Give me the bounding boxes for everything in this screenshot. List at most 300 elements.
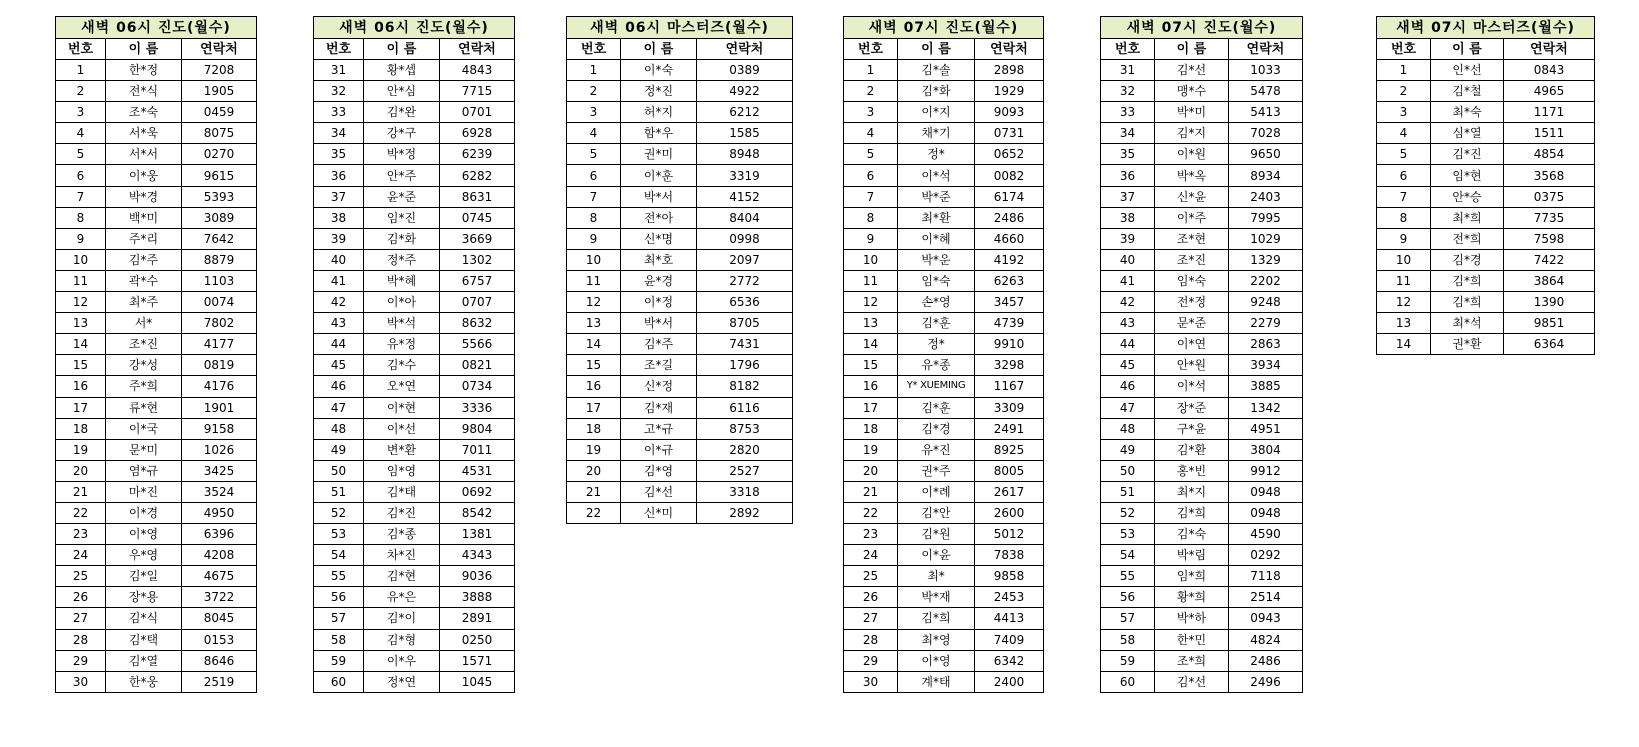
header-name: 이 름 — [106, 39, 182, 60]
cell-number: 8 — [1377, 207, 1431, 228]
cell-contact: 3888 — [440, 587, 515, 608]
cell-number: 47 — [1101, 397, 1155, 418]
table-row — [567, 376, 793, 397]
cell-number: 45 — [1101, 355, 1155, 376]
cell-contact: 4951 — [1229, 418, 1303, 439]
table-row — [56, 566, 257, 587]
table-row — [314, 270, 515, 291]
cell-contact: 3457 — [975, 292, 1044, 313]
table-row — [844, 292, 1044, 313]
cell-name: 전*희 — [1431, 228, 1504, 249]
cell-contact: 4922 — [697, 81, 793, 102]
cell-name: 안*주 — [364, 165, 440, 186]
cell-number: 52 — [1101, 502, 1155, 523]
cell-name: 이*선 — [364, 418, 440, 439]
table-row — [56, 207, 257, 228]
cell-name: 최*환 — [898, 207, 975, 228]
cell-name: 이*영 — [106, 524, 182, 545]
cell-number: 54 — [1101, 545, 1155, 566]
cell-name: 김*택 — [106, 629, 182, 650]
cell-number: 46 — [314, 376, 364, 397]
cell-name: 김*화 — [364, 228, 440, 249]
cell-number: 4 — [1377, 123, 1431, 144]
cell-name: 구*윤 — [1155, 418, 1229, 439]
cell-number: 31 — [1101, 60, 1155, 81]
cell-name: 권*주 — [898, 460, 975, 481]
cell-number: 19 — [567, 439, 621, 460]
cell-name: 맹*수 — [1155, 81, 1229, 102]
table-row — [844, 60, 1044, 81]
cell-contact: 0652 — [975, 144, 1044, 165]
cell-name: 최* — [898, 566, 975, 587]
cell-number: 1 — [56, 60, 106, 81]
table-row — [567, 144, 793, 165]
cell-number: 30 — [844, 671, 898, 692]
cell-name: 김*이 — [364, 608, 440, 629]
cell-number: 10 — [844, 249, 898, 270]
table-row — [1101, 418, 1303, 439]
table-row — [314, 334, 515, 355]
cell-contact: 7011 — [440, 439, 515, 460]
cell-contact: 4176 — [182, 376, 257, 397]
cell-name: 신*윤 — [1155, 186, 1229, 207]
cell-name: 김*숙 — [1155, 524, 1229, 545]
cell-contact: 7409 — [975, 629, 1044, 650]
table-row — [56, 629, 257, 650]
table-row — [1101, 524, 1303, 545]
cell-number: 1 — [844, 60, 898, 81]
cell-name: 김*진 — [364, 502, 440, 523]
cell-number: 11 — [1377, 270, 1431, 291]
cell-name: 이*규 — [621, 439, 697, 460]
table-row — [56, 123, 257, 144]
cell-number: 12 — [1377, 292, 1431, 313]
cell-contact: 3309 — [975, 397, 1044, 418]
header-number: 번호 — [1101, 39, 1155, 60]
cell-contact: 8075 — [182, 123, 257, 144]
cell-number: 56 — [1101, 587, 1155, 608]
table-row — [1101, 650, 1303, 671]
cell-number: 11 — [844, 270, 898, 291]
cell-number: 11 — [567, 270, 621, 291]
header-contact: 연락처 — [1229, 39, 1303, 60]
cell-number: 8 — [567, 207, 621, 228]
table-row — [844, 629, 1044, 650]
cell-contact: 0692 — [440, 481, 515, 502]
cell-name: 박*석 — [364, 313, 440, 334]
cell-number: 59 — [1101, 650, 1155, 671]
table-row — [314, 249, 515, 270]
cell-name: 김*주 — [621, 334, 697, 355]
cell-contact: 0459 — [182, 102, 257, 123]
table-row — [844, 270, 1044, 291]
cell-contact: 5012 — [975, 524, 1044, 545]
table-row — [56, 587, 257, 608]
cell-name: 최*숙 — [1431, 102, 1504, 123]
cell-name: 홍*빈 — [1155, 460, 1229, 481]
cell-contact: 6536 — [697, 292, 793, 313]
cell-number: 28 — [56, 629, 106, 650]
cell-number: 56 — [314, 587, 364, 608]
cell-number: 51 — [1101, 481, 1155, 502]
roster-table-0600-masters — [566, 16, 793, 524]
table-row — [844, 587, 1044, 608]
cell-number: 55 — [1101, 566, 1155, 587]
cell-number: 22 — [844, 502, 898, 523]
table-row — [1101, 460, 1303, 481]
cell-number: 51 — [314, 481, 364, 502]
cell-contact: 0998 — [697, 228, 793, 249]
table-row — [56, 650, 257, 671]
cell-contact: 1103 — [182, 270, 257, 291]
cell-name: 김*훈 — [898, 397, 975, 418]
cell-name: 신*명 — [621, 228, 697, 249]
cell-number: 15 — [56, 355, 106, 376]
cell-contact: 1901 — [182, 397, 257, 418]
cell-name: 오*연 — [364, 376, 440, 397]
cell-contact: 6757 — [440, 270, 515, 291]
cell-name: 김*열 — [106, 650, 182, 671]
table-row — [314, 439, 515, 460]
cell-contact: 3336 — [440, 397, 515, 418]
table-row — [1101, 228, 1303, 249]
cell-name: 조*숙 — [106, 102, 182, 123]
cell-number: 19 — [844, 439, 898, 460]
cell-number: 55 — [314, 566, 364, 587]
cell-name: 김*선 — [1155, 671, 1229, 692]
cell-number: 25 — [56, 566, 106, 587]
table-row — [1101, 123, 1303, 144]
table-row — [844, 81, 1044, 102]
cell-name: 김*완 — [364, 102, 440, 123]
table-row — [567, 207, 793, 228]
table-row — [314, 376, 515, 397]
cell-contact: 6263 — [975, 270, 1044, 291]
cell-number: 10 — [1377, 249, 1431, 270]
header-name: 이 름 — [1155, 39, 1229, 60]
table-row — [56, 418, 257, 439]
cell-name: 서*욱 — [106, 123, 182, 144]
cell-number: 33 — [1101, 102, 1155, 123]
table-row — [314, 460, 515, 481]
cell-number: 58 — [1101, 629, 1155, 650]
cell-number: 42 — [314, 292, 364, 313]
cell-name: 주*리 — [106, 228, 182, 249]
table-row — [1101, 671, 1303, 692]
header-number: 번호 — [844, 39, 898, 60]
cell-number: 13 — [56, 313, 106, 334]
cell-contact: 0153 — [182, 629, 257, 650]
cell-contact: 1329 — [1229, 249, 1303, 270]
cell-name: 이*지 — [898, 102, 975, 123]
table-row — [314, 629, 515, 650]
table-row — [844, 376, 1044, 397]
table-row — [314, 566, 515, 587]
table-row — [567, 292, 793, 313]
table-title: 새벽 07시 마스터즈(월수) — [1377, 17, 1595, 39]
cell-name: 임*숙 — [898, 270, 975, 291]
table-title: 새벽 07시 진도(월수) — [1101, 17, 1303, 39]
cell-contact: 4590 — [1229, 524, 1303, 545]
cell-contact: 0270 — [182, 144, 257, 165]
cell-number: 15 — [844, 355, 898, 376]
header-name: 이 름 — [621, 39, 697, 60]
cell-number: 39 — [314, 228, 364, 249]
cell-name: 조*현 — [1155, 228, 1229, 249]
header-name: 이 름 — [1431, 39, 1504, 60]
table-row — [56, 608, 257, 629]
table-row — [1101, 249, 1303, 270]
cell-name: 전*식 — [106, 81, 182, 102]
table-row — [844, 123, 1044, 144]
cell-contact: 0701 — [440, 102, 515, 123]
cell-contact: 4965 — [1504, 81, 1595, 102]
cell-number: 3 — [567, 102, 621, 123]
cell-number: 5 — [567, 144, 621, 165]
cell-contact: 0819 — [182, 355, 257, 376]
table-row — [844, 207, 1044, 228]
cell-number: 3 — [844, 102, 898, 123]
table-row — [567, 228, 793, 249]
cell-name: 백*미 — [106, 207, 182, 228]
table-row — [314, 418, 515, 439]
header-contact: 연락처 — [697, 39, 793, 60]
roster-table-0600-jindo-2 — [313, 16, 515, 693]
cell-number: 54 — [314, 545, 364, 566]
cell-name: 박*혜 — [364, 270, 440, 291]
cell-name: 이*우 — [364, 650, 440, 671]
table-row — [314, 228, 515, 249]
cell-name: 김*환 — [1155, 439, 1229, 460]
table-row — [1101, 186, 1303, 207]
cell-number: 21 — [567, 481, 621, 502]
table-row — [844, 144, 1044, 165]
table-row — [1377, 123, 1595, 144]
cell-number: 48 — [314, 418, 364, 439]
table-row — [844, 439, 1044, 460]
table-row — [314, 313, 515, 334]
cell-name: 장*준 — [1155, 397, 1229, 418]
cell-contact: 2097 — [697, 249, 793, 270]
cell-number: 8 — [56, 207, 106, 228]
cell-contact: 6396 — [182, 524, 257, 545]
cell-name: 정*연 — [364, 671, 440, 692]
cell-contact: 3319 — [697, 165, 793, 186]
cell-contact: 1045 — [440, 671, 515, 692]
table-row — [1377, 249, 1595, 270]
cell-number: 4 — [844, 123, 898, 144]
cell-number: 4 — [567, 123, 621, 144]
cell-number: 14 — [844, 334, 898, 355]
cell-name: 김*진 — [1431, 144, 1504, 165]
cell-name: 황*희 — [1155, 587, 1229, 608]
cell-number: 60 — [1101, 671, 1155, 692]
table-row — [844, 249, 1044, 270]
table-row — [844, 566, 1044, 587]
cell-number: 35 — [314, 144, 364, 165]
cell-number: 5 — [56, 144, 106, 165]
cell-number: 33 — [314, 102, 364, 123]
cell-name: 한*정 — [106, 60, 182, 81]
cell-number: 44 — [314, 334, 364, 355]
cell-number: 7 — [1377, 186, 1431, 207]
cell-contact: 0948 — [1229, 481, 1303, 502]
cell-contact: 3298 — [975, 355, 1044, 376]
cell-name: 최*석 — [1431, 313, 1504, 334]
table-row — [314, 502, 515, 523]
cell-name: 주*희 — [106, 376, 182, 397]
cell-name: 변*환 — [364, 439, 440, 460]
cell-contact: 8045 — [182, 608, 257, 629]
table-row — [844, 524, 1044, 545]
table-row — [1101, 608, 1303, 629]
cell-number: 53 — [1101, 524, 1155, 545]
cell-contact: 4192 — [975, 249, 1044, 270]
table-row — [56, 545, 257, 566]
cell-number: 4 — [56, 123, 106, 144]
table-row — [567, 249, 793, 270]
cell-contact: 1302 — [440, 249, 515, 270]
cell-contact: 9910 — [975, 334, 1044, 355]
cell-contact: 4177 — [182, 334, 257, 355]
cell-contact: 7598 — [1504, 228, 1595, 249]
cell-contact: 7431 — [697, 334, 793, 355]
cell-name: 유*정 — [364, 334, 440, 355]
cell-name: 유*은 — [364, 587, 440, 608]
cell-number: 18 — [56, 418, 106, 439]
cell-number: 59 — [314, 650, 364, 671]
cell-contact: 2486 — [975, 207, 1044, 228]
cell-name: 박*옥 — [1155, 165, 1229, 186]
cell-contact: 9804 — [440, 418, 515, 439]
cell-contact: 7802 — [182, 313, 257, 334]
cell-contact: 6342 — [975, 650, 1044, 671]
cell-number: 6 — [844, 165, 898, 186]
cell-number: 43 — [314, 313, 364, 334]
cell-number: 2 — [56, 81, 106, 102]
cell-contact: 2519 — [182, 671, 257, 692]
cell-contact: 1171 — [1504, 102, 1595, 123]
cell-contact: 2863 — [1229, 334, 1303, 355]
cell-contact: 0943 — [1229, 608, 1303, 629]
table-row — [314, 165, 515, 186]
cell-number: 30 — [56, 671, 106, 692]
cell-name: 최*영 — [898, 629, 975, 650]
cell-contact: 2772 — [697, 270, 793, 291]
cell-number: 11 — [56, 270, 106, 291]
cell-contact: 5413 — [1229, 102, 1303, 123]
cell-number: 8 — [844, 207, 898, 228]
cell-name: 서* — [106, 313, 182, 334]
cell-name: 임*희 — [1155, 566, 1229, 587]
cell-name: 이*현 — [364, 397, 440, 418]
cell-name: 권*미 — [621, 144, 697, 165]
table-row — [56, 355, 257, 376]
cell-number: 14 — [567, 334, 621, 355]
header-name: 이 름 — [364, 39, 440, 60]
cell-number: 9 — [567, 228, 621, 249]
cell-number: 37 — [314, 186, 364, 207]
cell-number: 49 — [314, 439, 364, 460]
table-row — [844, 397, 1044, 418]
cell-name: Y* XUEMING — [898, 376, 975, 397]
cell-contact: 2820 — [697, 439, 793, 460]
cell-name: 안*심 — [364, 81, 440, 102]
table-row — [56, 439, 257, 460]
cell-name: 우*영 — [106, 545, 182, 566]
cell-number: 50 — [1101, 460, 1155, 481]
cell-contact: 0250 — [440, 629, 515, 650]
cell-contact: 9036 — [440, 566, 515, 587]
cell-name: 유*종 — [898, 355, 975, 376]
cell-number: 48 — [1101, 418, 1155, 439]
table-row — [56, 228, 257, 249]
table-row — [314, 144, 515, 165]
table-row — [1101, 439, 1303, 460]
cell-contact: 6282 — [440, 165, 515, 186]
table-row — [314, 102, 515, 123]
cell-number: 19 — [56, 439, 106, 460]
cell-number: 32 — [1101, 81, 1155, 102]
cell-name: 채*기 — [898, 123, 975, 144]
cell-contact: 1511 — [1504, 123, 1595, 144]
cell-name: 손*영 — [898, 292, 975, 313]
cell-name: 김*수 — [364, 355, 440, 376]
table-row — [567, 397, 793, 418]
cell-contact: 4343 — [440, 545, 515, 566]
table-row — [314, 81, 515, 102]
header-number: 번호 — [314, 39, 364, 60]
cell-name: 이*혜 — [898, 228, 975, 249]
cell-name: 김*경 — [898, 418, 975, 439]
cell-number: 58 — [314, 629, 364, 650]
cell-number: 3 — [56, 102, 106, 123]
cell-contact: 1571 — [440, 650, 515, 671]
table-row — [844, 481, 1044, 502]
cell-contact: 1905 — [182, 81, 257, 102]
table-row — [567, 481, 793, 502]
cell-contact: 2617 — [975, 481, 1044, 502]
cell-number: 26 — [56, 587, 106, 608]
cell-contact: 5478 — [1229, 81, 1303, 102]
cell-name: 박*하 — [1155, 608, 1229, 629]
cell-name: 임*진 — [364, 207, 440, 228]
roster-table-0700-jindo-2 — [1100, 16, 1303, 693]
cell-name: 최*호 — [621, 249, 697, 270]
cell-name: 이*아 — [364, 292, 440, 313]
cell-number: 2 — [567, 81, 621, 102]
table-row — [844, 313, 1044, 334]
table-row — [56, 81, 257, 102]
cell-name: 최*지 — [1155, 481, 1229, 502]
cell-contact: 6116 — [697, 397, 793, 418]
header-number: 번호 — [1377, 39, 1431, 60]
table-row — [1101, 313, 1303, 334]
cell-contact: 8646 — [182, 650, 257, 671]
table-row — [314, 481, 515, 502]
cell-number: 20 — [567, 460, 621, 481]
cell-name: 황*셉 — [364, 60, 440, 81]
cell-contact: 9158 — [182, 418, 257, 439]
cell-contact: 4152 — [697, 186, 793, 207]
cell-contact: 4531 — [440, 460, 515, 481]
cell-contact: 1796 — [697, 355, 793, 376]
cell-contact: 7208 — [182, 60, 257, 81]
cell-name: 정* — [898, 144, 975, 165]
table-row — [567, 102, 793, 123]
cell-name: 조*진 — [106, 334, 182, 355]
cell-name: 김*종 — [364, 524, 440, 545]
